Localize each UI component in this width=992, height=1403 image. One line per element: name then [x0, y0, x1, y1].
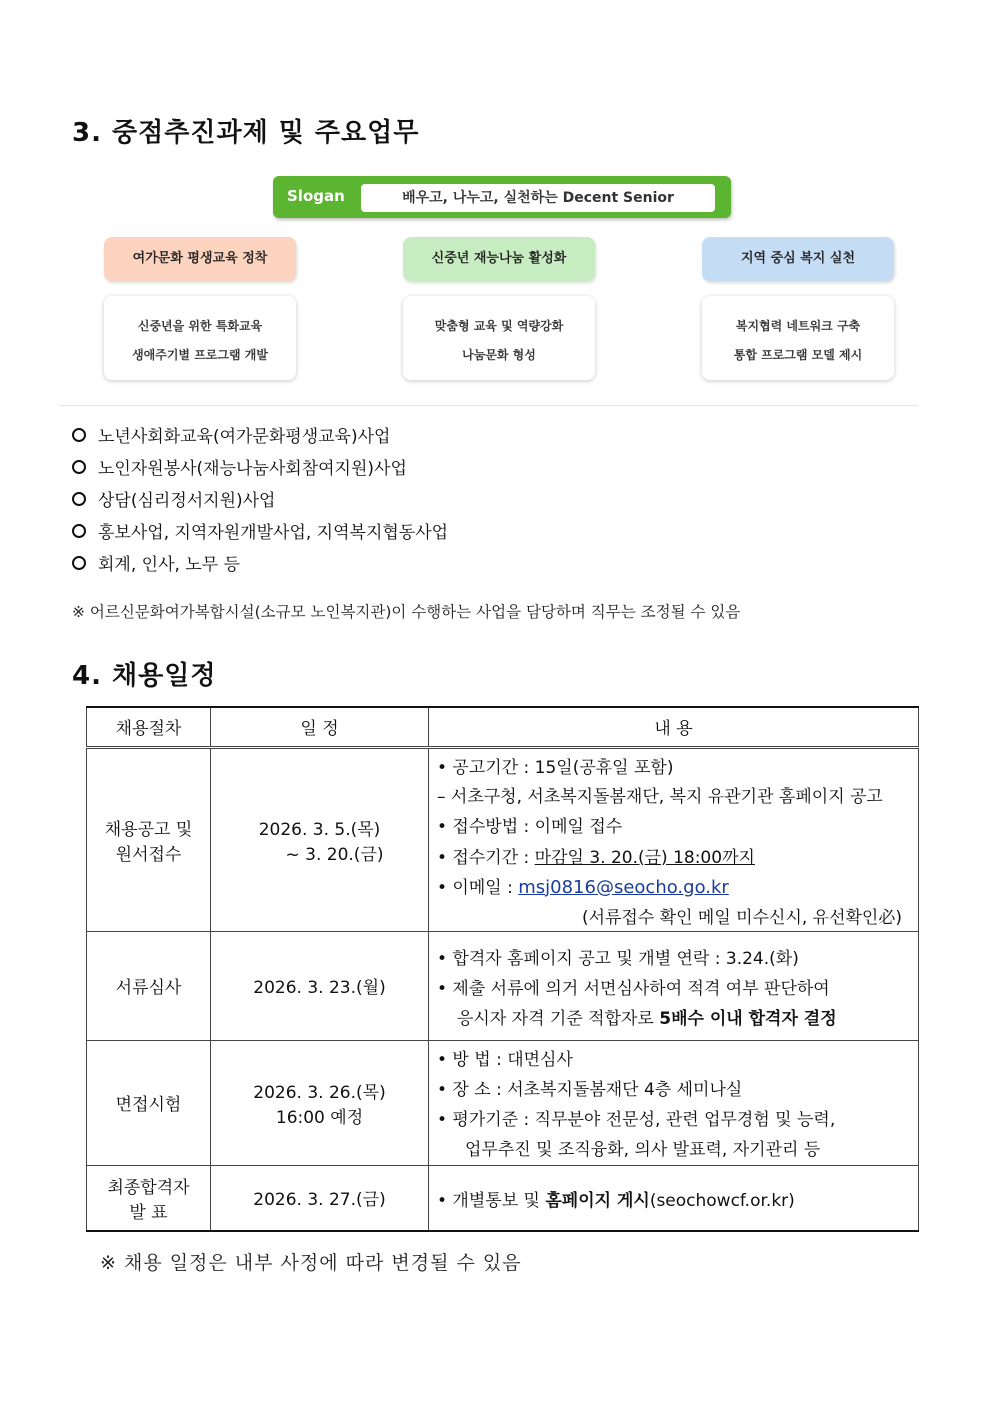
content-line: [437, 873, 729, 898]
duty-text: 상담(심리정서지원)사업: [98, 491, 276, 511]
table-row: [87, 931, 919, 1040]
section-3-note: ※ 어르신문화여가복합시설(소규모 노인복지관)이 수행하는 사업을 담당하며 직무는 조정될 수 있음: [72, 603, 741, 621]
pillar-card-line: 복지협력 네트워크 구축: [735, 319, 861, 333]
content-bold-text: 5배수 이내 합격자 결정: [659, 1008, 837, 1029]
slogan-tag: Slogan: [287, 187, 345, 205]
content-line: [437, 1186, 795, 1211]
content-line: (서류접수 확인 메일 미수신시, 유선확인必): [581, 907, 902, 928]
pillar-card: [403, 296, 595, 380]
step-line: 최종합격자: [107, 1177, 190, 1198]
step-cell: [87, 1165, 211, 1231]
date-cell: [211, 1165, 429, 1231]
recruitment-schedule-table: [86, 706, 919, 1232]
step-cell: [87, 931, 211, 1040]
header-cell: 일 정: [211, 707, 429, 747]
divider: [60, 405, 918, 406]
email-link[interactable]: msj0816@seocho.go.kr: [518, 876, 729, 898]
circle-bullet-icon: [72, 460, 86, 474]
step-line: 채용공고 및: [104, 819, 193, 840]
pillar-card: [702, 296, 894, 380]
date-cell: [211, 747, 429, 931]
table-row: [87, 1165, 919, 1231]
table-header-row: [87, 707, 919, 747]
pillar-card: [104, 296, 296, 380]
duty-item: [72, 550, 240, 575]
duty-text: 노년사회화교육(여가문화평생교육)사업: [98, 427, 391, 447]
content-line: • 장 소 : 서초복지돌봄재단 4층 세미나실: [437, 1079, 743, 1100]
date-line: ~ 3. 20.(금): [285, 844, 384, 865]
content-line: • 접수방법 : 이메일 접수: [437, 816, 623, 837]
step-cell: [87, 747, 211, 931]
pillar-card-line: 신중년을 위한 특화교육: [137, 319, 263, 333]
content-line: • 제출 서류에 의거 서면심사하여 적격 여부 판단하여: [437, 978, 830, 999]
duty-item: [72, 518, 448, 543]
pillar-card-line: 나눔문화 형성: [462, 348, 536, 362]
circle-bullet-icon: [72, 492, 86, 506]
step-line: 발 표: [129, 1202, 168, 1223]
section-4-note: ※ 채용 일정은 내부 사정에 따라 변경될 수 있음: [100, 1252, 522, 1274]
circle-bullet-icon: [72, 428, 86, 442]
content-cell: [429, 931, 919, 1040]
step-cell: [87, 1040, 211, 1165]
deadline-text: 마감일 3. 20.(금) 18:00까지: [534, 847, 755, 868]
content-line: • 평가기준 : 직무분야 전문성, 관련 업무경험 및 능력,: [437, 1109, 836, 1130]
pillar-title: 신중년 재능나눔 활성화: [403, 237, 595, 281]
content-cell: [429, 1165, 919, 1231]
pillar-title: 여가문화 평생교육 정착: [104, 237, 296, 281]
pillar-card-line: 통합 프로그램 모델 제시: [733, 348, 863, 362]
content-cell: [429, 747, 919, 931]
duty-text: 노인자원봉사(재능나눔사회참여지원)사업: [98, 459, 407, 479]
content-line: 업무추진 및 조직융화, 의사 발표력, 자기관리 등: [465, 1139, 821, 1160]
duty-text: 회계, 인사, 노무 등: [98, 555, 240, 575]
slogan-banner: [273, 176, 731, 218]
date-cell: [211, 931, 429, 1040]
date-line: 2026. 3. 23.(월): [253, 978, 386, 998]
content-line: [457, 1004, 837, 1029]
content-text: • 접수기간 :: [437, 847, 535, 868]
content-cell: [429, 1040, 919, 1165]
section-4-title: 4. 채용일정: [72, 661, 217, 691]
date-cell: [211, 1040, 429, 1165]
content-line: • 합격자 홈페이지 공고 및 개별 연락 : 3.24.(화): [437, 948, 799, 969]
date-line: 2026. 3. 5.(목): [258, 819, 381, 840]
table-row: [87, 1040, 919, 1165]
content-text: • 이메일 :: [437, 877, 519, 898]
date-line: 2026. 3. 26.(목): [253, 1082, 386, 1103]
content-line: – 서초구청, 서초복지돌봄재단, 복지 유관기관 홈페이지 공고: [437, 786, 883, 807]
section-3-title: 3. 중점추진과제 및 주요업무: [72, 118, 420, 148]
header-cell: 내 용: [429, 707, 919, 747]
duty-item: [72, 486, 275, 511]
slogan-text: 배우고, 나누고, 실천하는 Decent Senior: [361, 184, 715, 212]
duty-item: [72, 422, 390, 447]
content-text: • 개별통보 및: [437, 1190, 546, 1211]
content-line: [437, 843, 755, 868]
date-line: 2026. 3. 27.(금): [253, 1190, 386, 1210]
duty-text: 홍보사업, 지역자원개발사업, 지역복지협동사업: [98, 523, 449, 543]
step-line: 원서접수: [115, 844, 182, 865]
pillar-title: 지역 중심 복지 실천: [702, 237, 894, 281]
content-line: • 방 법 : 대면심사: [437, 1049, 573, 1070]
header-cell: 채용절차: [87, 707, 211, 747]
pillar-card-line: 맞춤형 교육 및 역량강화: [434, 319, 564, 333]
duty-item: [72, 454, 407, 479]
pillar-card-line: 생애주기별 프로그램 개발: [132, 348, 268, 362]
circle-bullet-icon: [72, 556, 86, 570]
step-line: 서류심사: [115, 978, 182, 998]
content-text: 응시자 자격 기준 적합자로: [457, 1008, 660, 1029]
content-line: • 공고기간 : 15일(공휴일 포함): [437, 757, 674, 778]
circle-bullet-icon: [72, 524, 86, 538]
date-line: 16:00 예정: [275, 1107, 364, 1128]
step-line: 면접시험: [115, 1095, 182, 1115]
website-text: (seochowcf.or.kr): [649, 1190, 795, 1211]
content-bold-text: 홈페이지 게시: [545, 1190, 650, 1211]
table-row: [87, 747, 919, 931]
